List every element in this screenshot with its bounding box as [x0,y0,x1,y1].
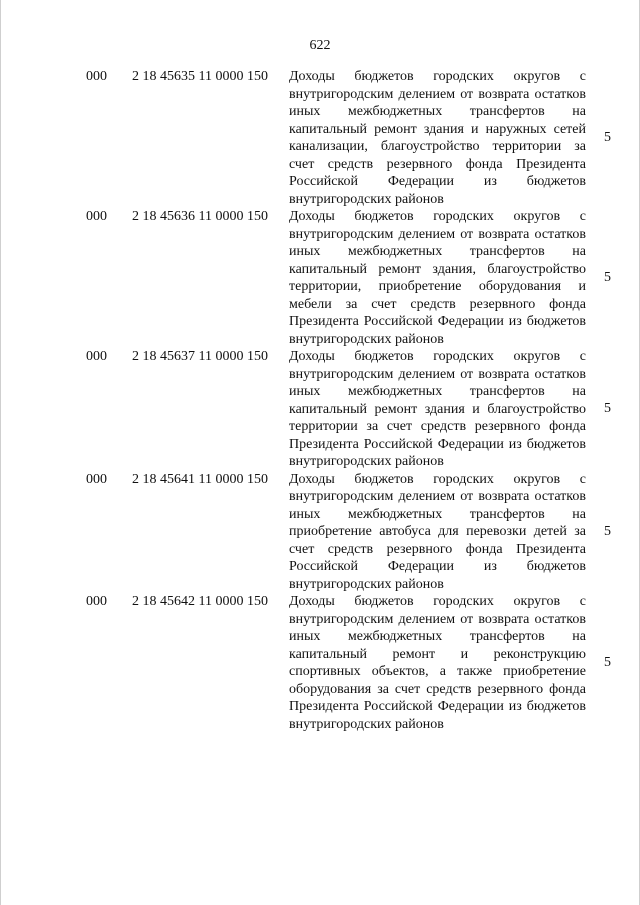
budget-classification-code: 2 18 45635 11 0000 150 [132,69,268,84]
revenue-description: Доходы бюджетов городских округов с внутригородским делением от возврата остатков иных межбюджетных трансфертов на приобретение автобуса для перевозки детей за счет средств резервного фонда Президента Российской Федерации из бюджетов внутригородских районов [289,471,586,592]
budget-classification-code: 2 18 45642 11 0000 150 [132,594,268,609]
admin-code: 000 [86,594,107,609]
row-value: 5 [604,655,611,670]
row-value: 5 [604,270,611,285]
row-value: 5 [604,130,611,145]
admin-code: 000 [86,349,107,364]
budget-classification-code: 2 18 45637 11 0000 150 [132,349,268,364]
revenue-description: Доходы бюджетов городских округов с внутригородским делением от возврата остатков иных межбюджетных трансфертов на капитальный ремонт здания и благоустройство территории за счет средств резервного фонда Президента Российской Федерации из бюджетов внутригородских районов [289,349,586,469]
revenue-classification-table [0,68,640,733]
table-row [0,348,640,471]
table-row [0,471,640,594]
admin-code: 000 [86,69,107,84]
budget-classification-code: 2 18 45636 11 0000 150 [132,209,268,224]
table-row [0,68,640,208]
revenue-description: Доходы бюджетов городских округов с внутригородским делением от возврата остатков иных межбюджетных трансфертов на капитальный ремонт и реконструкцию спортивных объектов, а также приобретение оборудования за счет средств резервного фонда Президента Российской Федерации из бюджетов внутригородских районов [289,594,586,732]
revenue-description: Доходы бюджетов городских округов с внутригородским делением от возврата остатков иных межбюджетных трансфертов на капитальный ремонт здания, благоустройство территории, приобретение оборудования и мебели за счет средств резервного фонда Президента Российской Федерации из бюджетов внутригородских районов [289,209,586,347]
table-row [0,593,640,733]
row-value: 5 [604,401,611,417]
page-number: 622 [309,38,331,53]
row-value: 5 [604,523,611,539]
admin-code: 000 [86,471,107,487]
budget-classification-code: 2 18 45641 11 0000 150 [132,471,268,487]
table-row [0,208,640,348]
revenue-description: Доходы бюджетов городских округов с внутригородским делением от возврата остатков иных межбюджетных трансфертов на капитальный ремонт здания и наружных сетей канализации, благоустройство территории за счет средств резервного фонда Президента Российской Федерации из бюджетов внутригородских районов [289,69,586,207]
admin-code: 000 [86,209,107,224]
